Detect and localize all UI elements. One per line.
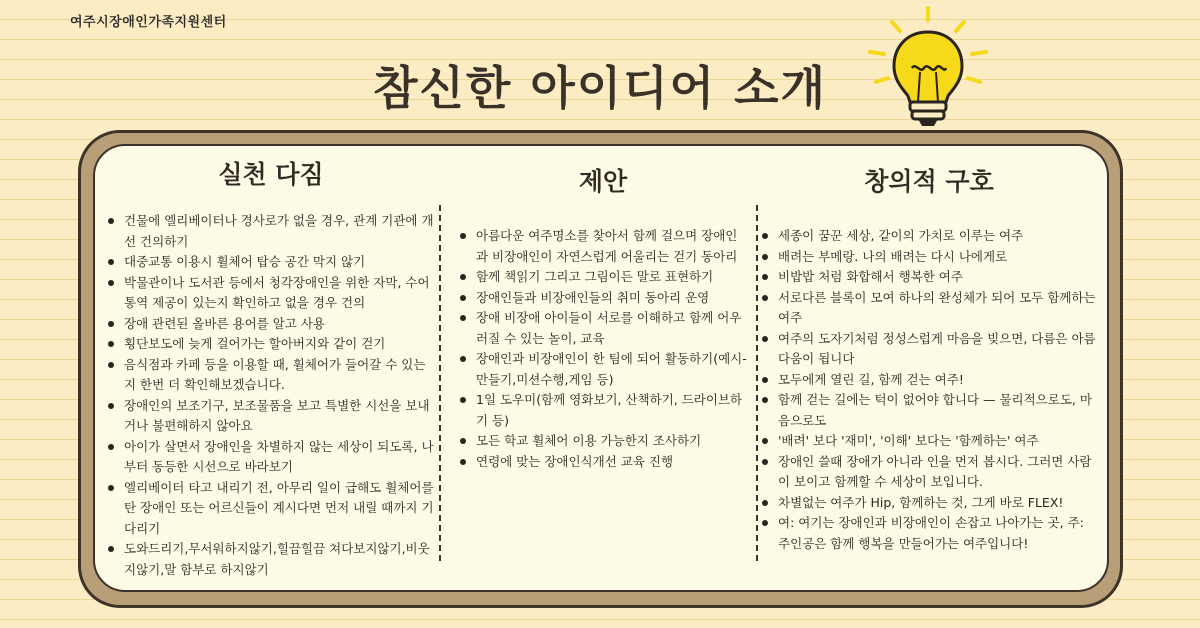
column-practice-pledge (106, 155, 436, 580)
list-item: 함께 걷는 길에는 턱이 없어야 합니다 — 물리적으로도, 마음으로도 (760, 390, 1098, 431)
suggestion-list (458, 226, 748, 472)
column-heading: 창의적 구호 (864, 167, 994, 196)
list-item: 연령에 맞는 장애인식개선 교육 진행 (458, 452, 748, 473)
column-heading: 실천 다짐 (218, 160, 324, 189)
list-item: 장애인의 보조기구, 보조물품을 보고 특별한 시선을 보내거나 불편해하지 않아요 (106, 396, 436, 437)
lightbulb-icon (862, 2, 1002, 130)
list-item: 여주의 도자기처럼 정성스럽게 마음을 빚으면, 다름은 아름다움이 됩니다 (760, 329, 1098, 370)
pledge-list (106, 211, 436, 580)
list-item: 함께 책읽기 그리고 그림이든 말로 표현하기 (458, 267, 748, 288)
list-item: 장애 관련된 올바른 용어를 알고 사용 (106, 314, 436, 335)
list-item: 박물관이나 도서관 등에서 청각장애인을 위한 자막, 수어 통역 제공이 있는지 확인하고 없을 경우 건의 (106, 273, 436, 314)
list-item: 1일 도우미(함께 영화보기, 산책하기, 드라이브하기 등) (458, 390, 748, 431)
list-item: 도와드리기,무서워하지않기,힐끔힐끔 쳐다보지않기,비웃지않기,말 함부로 하지않기 (106, 539, 436, 580)
list-item: 대중교통 이용시 휠체어 탑승 공간 막지 않기 (106, 252, 436, 273)
list-item: 세종이 꿈꾼 세상, 같이의 가치로 이루는 여주 (760, 226, 1098, 247)
column-suggestion (458, 162, 748, 472)
list-item: 비밥밥 처럼 화합해서 행복한 여주 (760, 267, 1098, 288)
column-creative-slogan (760, 162, 1098, 554)
list-item: 배려는 부메랑. 나의 배려는 다시 나에게로 (760, 247, 1098, 268)
list-item: 장애인들과 비장애인들의 취미 동아리 운영 (458, 288, 748, 309)
list-item: '배려' 보다 '재미', '이해' 보다는 '함께하는' 여주 (760, 431, 1098, 452)
organization-name: 여주시장애인가족지원센터 (70, 15, 227, 30)
list-item: 서로다른 블록이 모여 하나의 완성체가 되어 모두 함께하는 여주 (760, 288, 1098, 329)
page-title: 참신한 아이디어 소개 (373, 61, 827, 115)
column-divider (756, 205, 758, 561)
list-item: 횡단보도에 늦게 걸어가는 할아버지와 같이 걷기 (106, 334, 436, 355)
list-item: 모두에게 열린 길, 함께 걷는 여주! (760, 370, 1098, 391)
list-item: 모든 학교 휠체어 이용 가능한지 조사하기 (458, 431, 748, 452)
list-item: 장애 비장애 아이들이 서로를 이해하고 함께 어우러질 수 있는 놀이, 교육 (458, 308, 748, 349)
list-item: 건물에 엘리베이터나 경사로가 없을 경우, 관계 기관에 개선 건의하기 (106, 211, 436, 252)
list-item: 엘리베이터 타고 내리기 전, 아무리 일이 급해도 휠체어를 탄 장애인 또는 어르신들이 계시다면 먼저 내릴 때까지 기다리기 (106, 478, 436, 540)
list-item: 음식점과 카페 등을 이용할 때, 휠체어가 들어갈 수 있는지 한번 더 확인해보겠습니다. (106, 355, 436, 396)
slogan-list (760, 226, 1098, 554)
list-item: 아이가 살면서 장애인을 차별하지 않는 세상이 되도록, 나부터 동등한 시선으로 바라보기 (106, 437, 436, 478)
list-item: 여: 여기는 장애인과 비장애인이 손잡고 나아가는 곳, 주: 주인공은 함께 행복을 만들어가는 여주입니다! (760, 513, 1098, 554)
column-heading: 제안 (578, 167, 628, 196)
list-item: 차별없는 여주가 Hip, 함께하는 것, 그게 바로 FLEX! (760, 493, 1098, 514)
list-item: 장애인 쓸때 장애가 아니라 인을 먼저 봅시다. 그러면 사람이 보이고 함께할 수 세상이 보입니다. (760, 452, 1098, 493)
list-item: 장애인과 비장애인이 한 팀에 되어 활동하기(예시-만들기,미션수행,게임 등) (458, 349, 748, 390)
list-item: 아름다운 여주명소를 찾아서 함께 걸으며 장애인과 비장애인이 자연스럽게 어울리는 걷기 동아리 (458, 226, 748, 267)
column-divider (439, 205, 441, 561)
